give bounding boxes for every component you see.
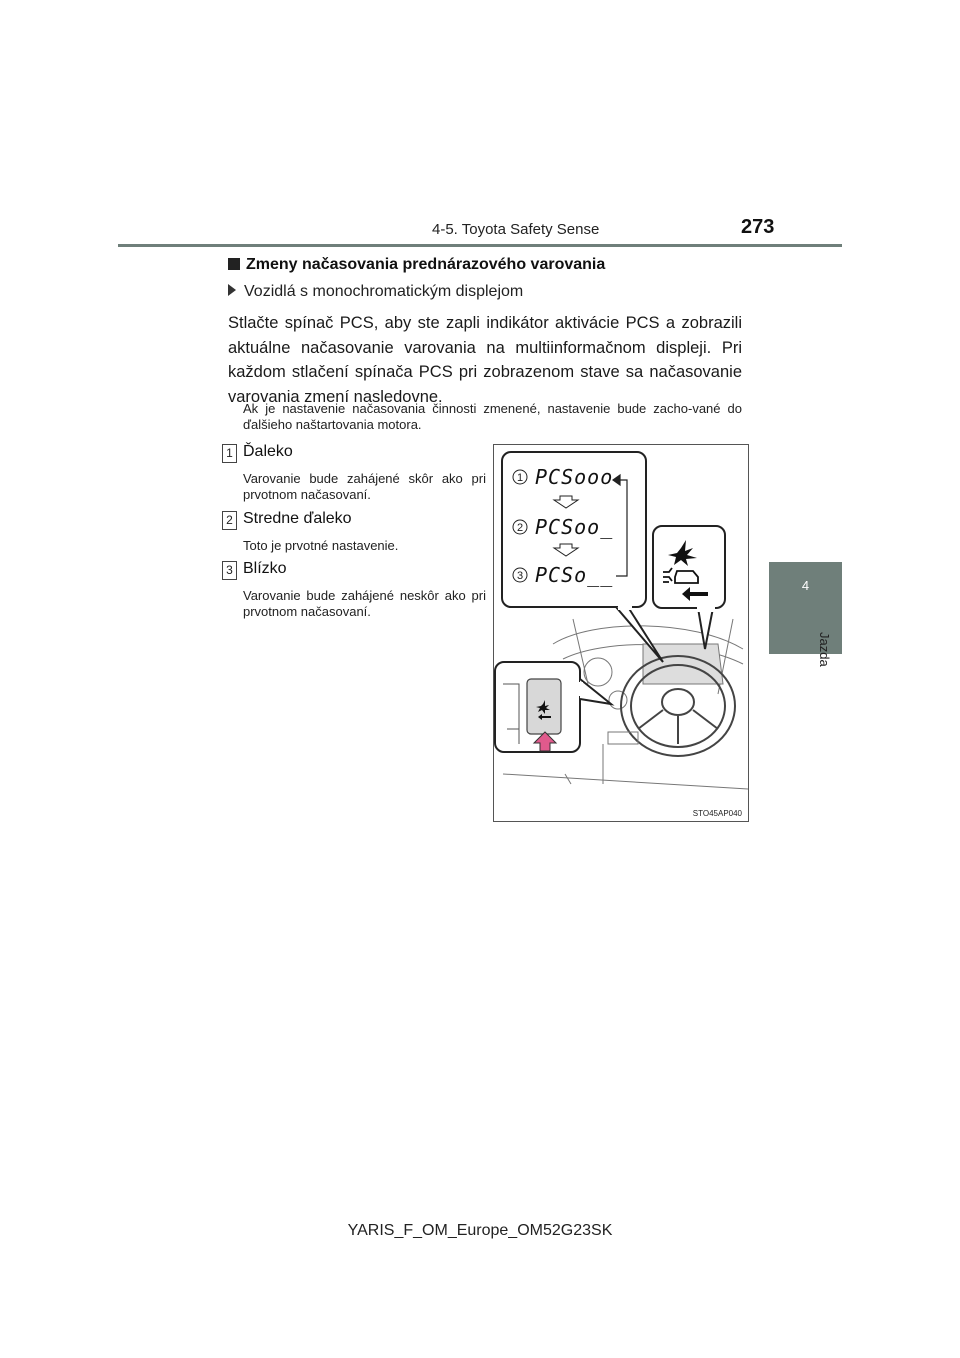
item-number-box: 2 [222,511,237,530]
callout-number: 1 [516,472,524,484]
display-reading-medium: PCSoo_ [535,515,614,539]
section-heading [228,256,605,274]
item-description: Varovanie bude zahájené skôr ako pri prvotnom načasovaní. [243,471,486,502]
triangle-bullet-icon [228,284,236,296]
callout-number: 3 [516,570,524,582]
item-number-box: 3 [222,561,237,580]
callout-number: 2 [516,522,524,534]
square-bullet-icon [228,258,240,270]
display-reading-far: PCSooo [535,465,614,489]
body-paragraph: Stlačte spínač PCS, aby ste zapli indikátor aktivácie PCS a zobrazili aktuálne načasovanie varovania na multiinformačnom displeji. Pri každom stlačení spínača PCS pri zobrazenom stave sa načasovanie varovania zmení nasledovne. [228,314,742,406]
note-text: Ak je nastavenie načasovania činnosti zmenené, nastavenie bude zacho-vané do ďalšieho naštartovania motora. [243,401,742,432]
item-number-box: 1 [222,444,237,463]
footer-doc-id: YARIS_F_OM_Europe_OM52G23SK [347,1222,613,1239]
subheading-text: Vozidlá s monochromatickým displejom [244,283,524,300]
item-description: Varovanie bude zahájené neskôr ako pri prvotnom načasovaní. [243,588,486,619]
item-description: Toto je prvotné nastavenie. [243,538,399,553]
page-number: 273 [741,216,775,238]
chapter-tab-number: 4 [801,578,810,593]
header-section-title: 4-5. Toyota Safety Sense [432,221,600,238]
chapter-tab-label: Jazda [817,632,832,667]
item-title: Blízko [243,560,287,577]
header-rule [118,244,842,247]
subheading [228,283,523,301]
section-heading-text: Zmeny načasovania prednárazového varovania [246,256,606,273]
display-reading-near: PCSo__ [535,563,614,587]
item-title: Ďaleko [243,443,293,460]
figure-code: STO45AP040 [692,809,742,818]
item-title: Stredne ďaleko [243,510,352,527]
pcs-switch-illustration [493,444,749,822]
